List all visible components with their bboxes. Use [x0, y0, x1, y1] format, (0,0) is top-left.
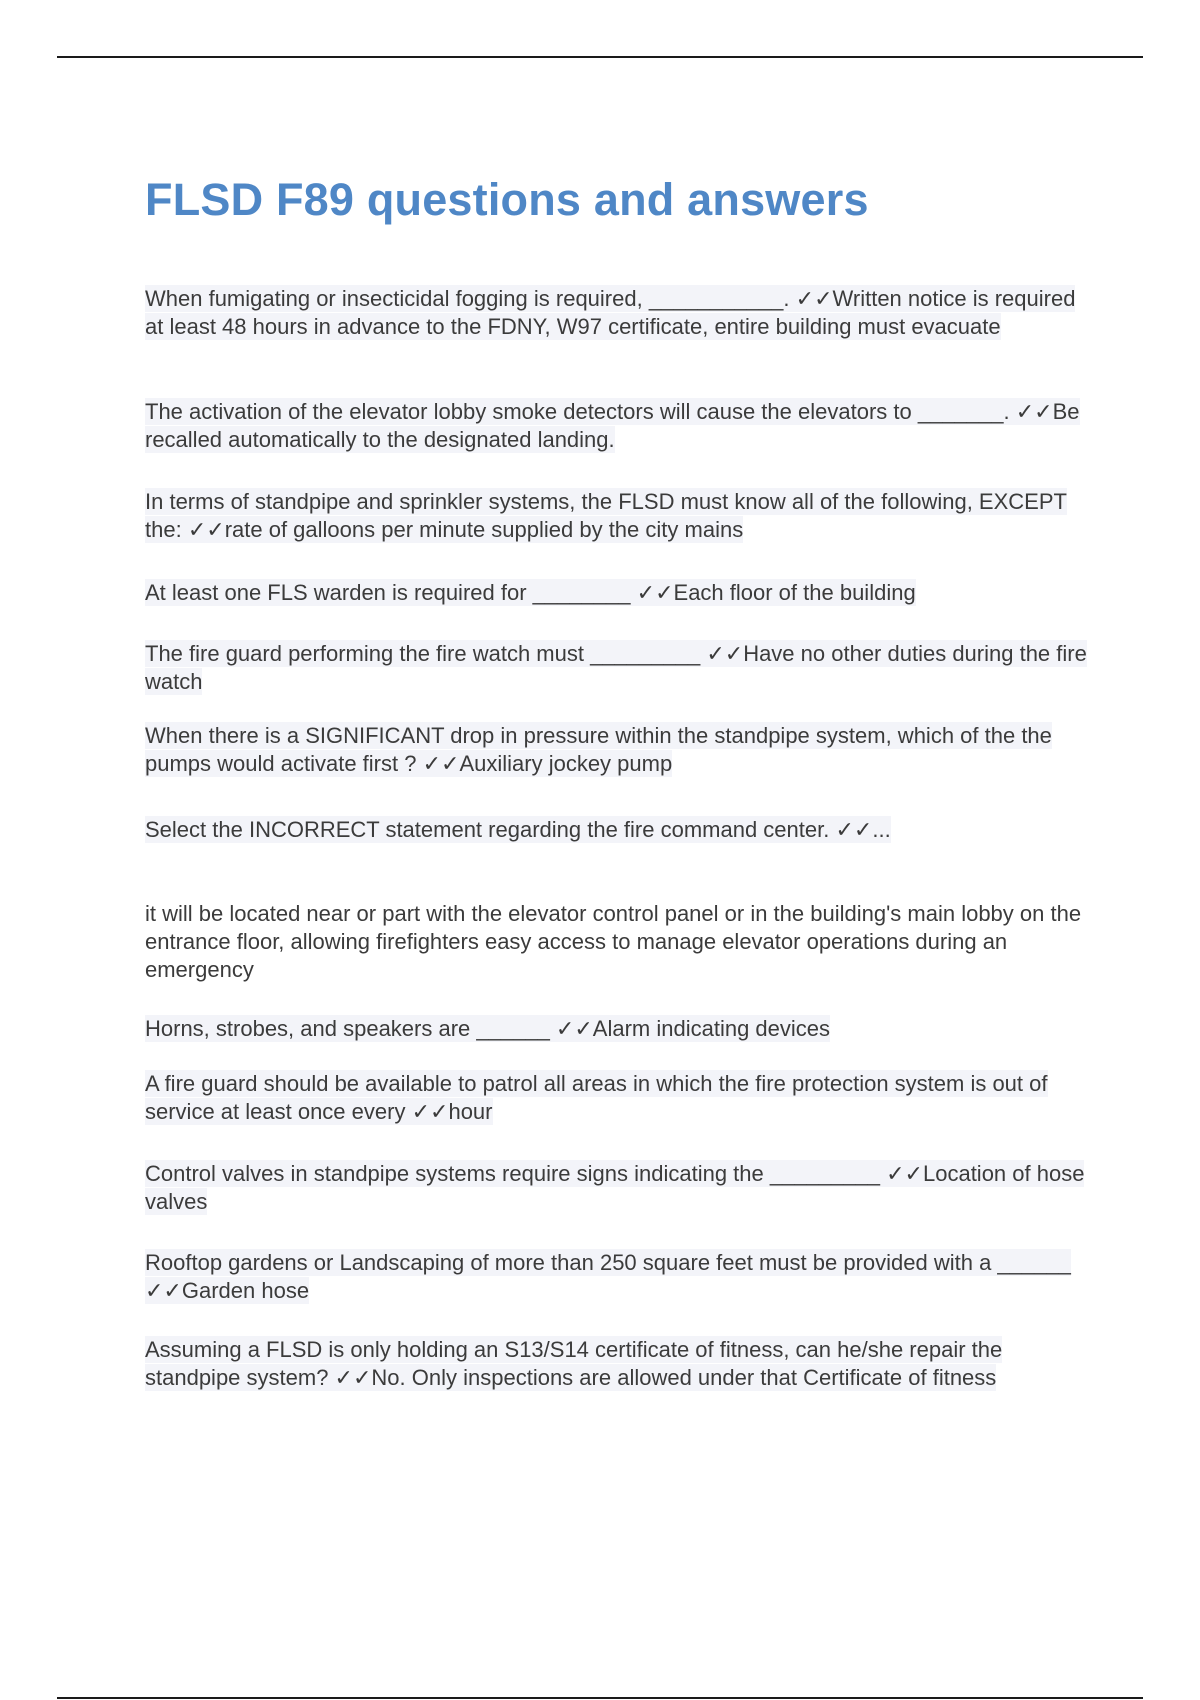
double-check-icon: ✓✓: [411, 1099, 449, 1124]
answer-text: Alarm indicating devices: [592, 1016, 831, 1041]
question-text: The activation of the elevator lobby smoke detectors will cause the elevators to _______.: [145, 399, 1016, 424]
top-rule: [57, 56, 1143, 58]
double-check-icon: ✓✓: [187, 517, 225, 542]
page-title: FLSD F89 questions and answers: [145, 174, 869, 225]
qa-item-5: [145, 640, 1095, 696]
double-check-icon: ✓✓: [555, 1016, 593, 1041]
qa-item-9: [145, 1070, 1095, 1126]
question-text: Control valves in standpipe systems require signs indicating the _________: [145, 1161, 887, 1186]
answer-text: ...: [872, 817, 891, 842]
double-check-icon: ✓✓: [334, 1365, 372, 1390]
double-check-icon: ✓✓: [886, 1161, 923, 1186]
answer-text: hour: [448, 1099, 493, 1124]
double-check-icon: ✓✓: [706, 641, 744, 666]
qa-item-8: [145, 1015, 1095, 1043]
question-text: A fire guard should be available to patrol all areas in which the fire protection system is out of service at least once every: [145, 1071, 1048, 1124]
question-text: When fumigating or insecticidal fogging is required, ___________.: [145, 286, 796, 311]
double-check-icon: ✓✓: [636, 580, 674, 605]
question-text: The fire guard performing the fire watch must _________: [145, 641, 707, 666]
question-text: Horns, strobes, and speakers are ______: [145, 1016, 556, 1041]
qa-item-11: [145, 1249, 1095, 1305]
qa-item-6: [145, 722, 1095, 778]
double-check-icon: ✓✓: [795, 286, 833, 311]
answer-text: No. Only inspections are allowed under that Certificate of fitness: [371, 1365, 997, 1390]
qa-item-7: [145, 816, 1095, 844]
question-text: When there is a SIGNIFICANT drop in pressure within the standpipe system, which of the the pumps would activate first ?: [145, 723, 1052, 776]
qa-item-1: [145, 285, 1095, 341]
qa-item-12: [145, 1336, 1095, 1392]
question-text: In terms of standpipe and sprinkler systems, the FLSD must know all of the following, EXCEPT the:: [145, 489, 1067, 542]
double-check-icon: ✓✓: [422, 751, 460, 776]
answer-text: Each floor of the building: [673, 580, 916, 605]
qa-item-10: [145, 1160, 1095, 1216]
qa-item-2: [145, 398, 1095, 454]
answer-text: Auxiliary jockey pump: [459, 751, 673, 776]
qa-item-4: [145, 579, 1095, 607]
bottom-rule: [57, 1697, 1143, 1699]
question-text: At least one FLS warden is required for ________: [145, 580, 637, 605]
question-text: Select the INCORRECT statement regarding the fire command center.: [145, 817, 836, 842]
question-text: Assuming a FLSD is only holding an S13/S14 certificate of fitness, can he/she repair the standpipe system?: [145, 1337, 1003, 1390]
qa-item-7-continuation: [145, 900, 1095, 984]
question-text: Rooftop gardens or Landscaping of more than 250 square feet must be provided with a ______: [145, 1250, 1071, 1275]
continuation-text: it will be located near or part with the elevator control panel or in the building's main lobby on the entrance floor, allowing firefighters easy access to manage elevator operations during an emergency: [145, 901, 1082, 982]
answer-text: Location of hose valves: [145, 1161, 1085, 1214]
answer-text: Written notice is required at least 48 hours in advance to the FDNY, W97 certificate, entire building must evacuate: [145, 286, 1076, 339]
qa-item-3: [145, 488, 1095, 544]
answer-text: rate of galloons per minute supplied by the city mains: [224, 517, 744, 542]
double-check-icon: ✓✓: [835, 817, 873, 842]
double-check-icon: ✓✓: [145, 1278, 182, 1303]
answer-text: Garden hose: [181, 1278, 310, 1303]
double-check-icon: ✓✓: [1015, 399, 1053, 424]
answer-text: Have no other duties during the fire watch: [145, 641, 1087, 694]
answer-text: Be recalled automatically to the designated landing.: [145, 399, 1080, 452]
